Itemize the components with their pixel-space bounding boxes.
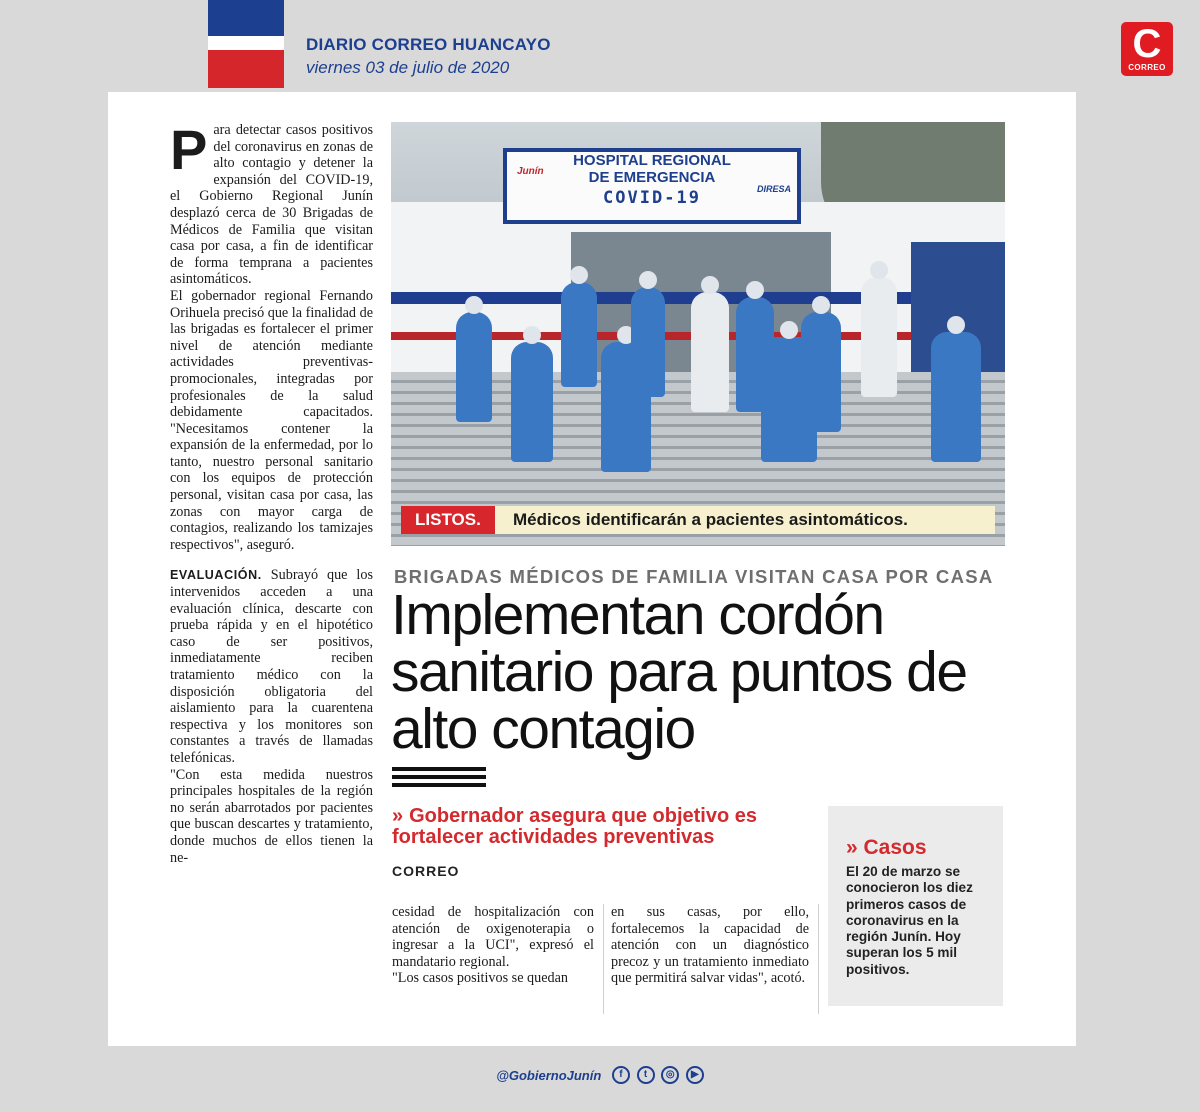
- facebook-icon[interactable]: f: [612, 1066, 630, 1084]
- article-column-2: [392, 904, 594, 987]
- paragraph: EVALUACIÓN. Subrayó que los intervenidos acceden a una evaluación clínica, descarte con prueba rápida y en el hipotético caso de ser positivos, inmediatamente reciben tratamiento médico con la disposición obligatoria del aislamiento para la cuarentena respectiva y los monitores son constantes a través de llamadas telefónicas.: [170, 567, 373, 766]
- headline-rules: [392, 767, 486, 791]
- twitter-icon[interactable]: t: [637, 1066, 655, 1084]
- paragraph: "Los casos positivos se quedan: [392, 970, 569, 987]
- instagram-icon[interactable]: ◎: [661, 1066, 679, 1084]
- article-column-3: [611, 904, 809, 987]
- sidebar-box-casos: [828, 806, 1003, 1006]
- headline: Implementan cordón sanitario para puntos de alto contagio: [391, 583, 967, 761]
- dropcap: P: [170, 118, 208, 181]
- newspaper-page: [108, 92, 1076, 1046]
- caption-text: Médicos identificarán a pacientes asintomáticos.: [513, 510, 908, 529]
- deck-marker: »: [392, 805, 404, 827]
- youtube-icon[interactable]: ▶: [686, 1066, 704, 1084]
- paragraph: cesidad de hospitalización con atención de oxigenoterapia o ingresar a la UCI", expresó el mandatario regional.: [392, 904, 594, 970]
- deck: » Gobernador asegura que objetivo es fortalecer actividades preventivas: [392, 805, 757, 848]
- column-divider: [603, 904, 604, 1014]
- paragraph: "Con esta medida nuestros principales hospitales de la región no serán abarrotados por pacientes que buscan descartes y tratamiento, donde muchos de ellos tienen la ne-: [170, 766, 373, 866]
- sidebar-box-text: El 20 de marzo se conocieron los diez primeros casos de coronavirus en la región Junín. Hoy superan los 5 mil positivos.: [846, 864, 973, 977]
- masthead: [306, 35, 551, 78]
- column-divider: [818, 904, 819, 1014]
- flag-stripes: [208, 0, 284, 88]
- byline: CORREO: [392, 863, 460, 879]
- hospital-sign: Junín HOSPITAL REGIONAL DE EMERGENCIA COVID-19 DIRESA: [503, 148, 801, 224]
- publication-date: viernes 03 de julio de 2020: [306, 58, 510, 77]
- paragraph: en sus casas, por ello, fortalecemos la capacidad de atención con un diagnóstico precoz y un tratamiento inmediato que permitirá salvar vidas", acotó.: [611, 904, 809, 987]
- sidebar-box-title: » Casos: [846, 836, 927, 859]
- section-subhead: EVALUACIÓN.: [170, 568, 262, 583]
- kicker: BRIGADAS MÉDICOS DE FAMILIA VISITAN CASA POR CASA: [394, 566, 994, 587]
- caption-tag: LISTOS.: [401, 506, 495, 534]
- newspaper-name: DIARIO CORREO HUANCAYO: [306, 35, 551, 54]
- correo-logo: C CORREO: [1121, 22, 1173, 76]
- paragraph: Para detectar casos positivos del coronavirus en zonas de alto contagio y detener la expansión del COVID-19, el Gobierno Regional Junín desplazó cerca de 30 Brigadas de Médicos de Familia que visitan casa por casa, a fin de identificar de forma temprana a pacientes asintomáticos.: [170, 118, 373, 288]
- hospital-photo: [391, 122, 1005, 546]
- article-column-1: [170, 118, 373, 866]
- paragraph: El gobernador regional Fernando Orihuela precisó que la finalidad de las brigadas es fortalecer el primer nivel de atención mediante actividades preventivas-promocionales, integradas por profesionales de la salud debidamente capacitados. "Necesitamos contener la expansión de la enfermedad, por lo tanto, nuestro personal sanitario con los equipos de protección personal, visitan casa por casa, las zonas con mayor carga de contagios, realizando los tamizajes respectivos", aseguró.: [170, 287, 373, 553]
- social-handle[interactable]: @GobiernoJunín: [496, 1067, 602, 1083]
- footer: [0, 1066, 1200, 1084]
- photo-caption: [401, 506, 995, 534]
